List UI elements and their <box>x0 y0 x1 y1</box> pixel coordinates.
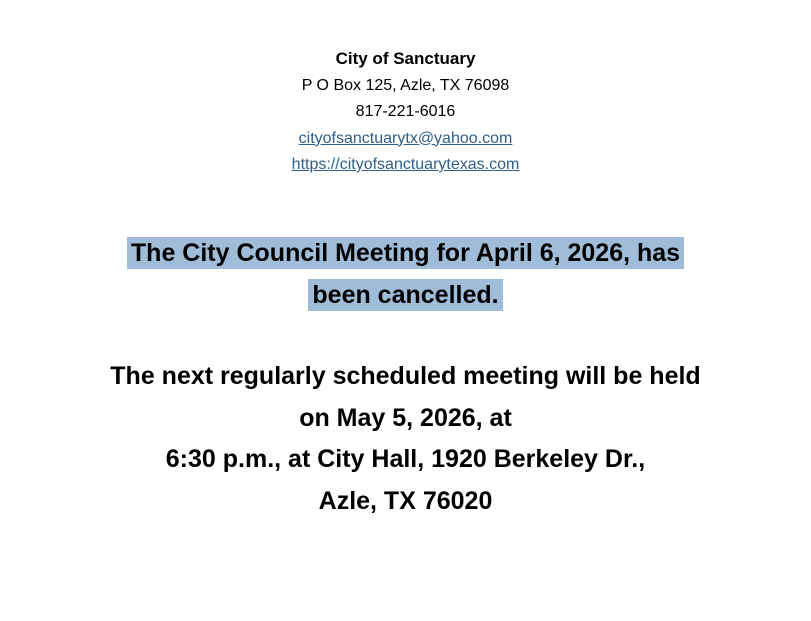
next-meeting-announcement <box>0 356 811 522</box>
next-meeting-line-1: The next regularly scheduled meeting will be held <box>110 362 701 390</box>
next-meeting-line-4: Azle, TX 76020 <box>318 486 493 515</box>
mailing-address: P O Box 125, Azle, TX 76098 <box>301 76 510 94</box>
next-meeting-line-3: 6:30 p.m., at City Hall, 1920 Berkeley Dr., <box>165 445 646 473</box>
website-link[interactable]: https://cityofsanctuarytexas.com <box>291 156 520 173</box>
org-name: City of Sanctuary <box>335 49 476 68</box>
notice-line-2: been cancelled. <box>308 279 502 311</box>
cancellation-notice <box>0 232 811 316</box>
email-link[interactable]: cityofsanctuarytx@yahoo.com <box>298 129 513 147</box>
notice-line-1: The City Council Meeting for April 6, 2026, has <box>127 237 684 269</box>
letterhead <box>0 46 811 179</box>
next-meeting-line-2: on May 5, 2026, at <box>299 403 512 432</box>
phone-number: 817-221-6016 <box>355 103 456 120</box>
